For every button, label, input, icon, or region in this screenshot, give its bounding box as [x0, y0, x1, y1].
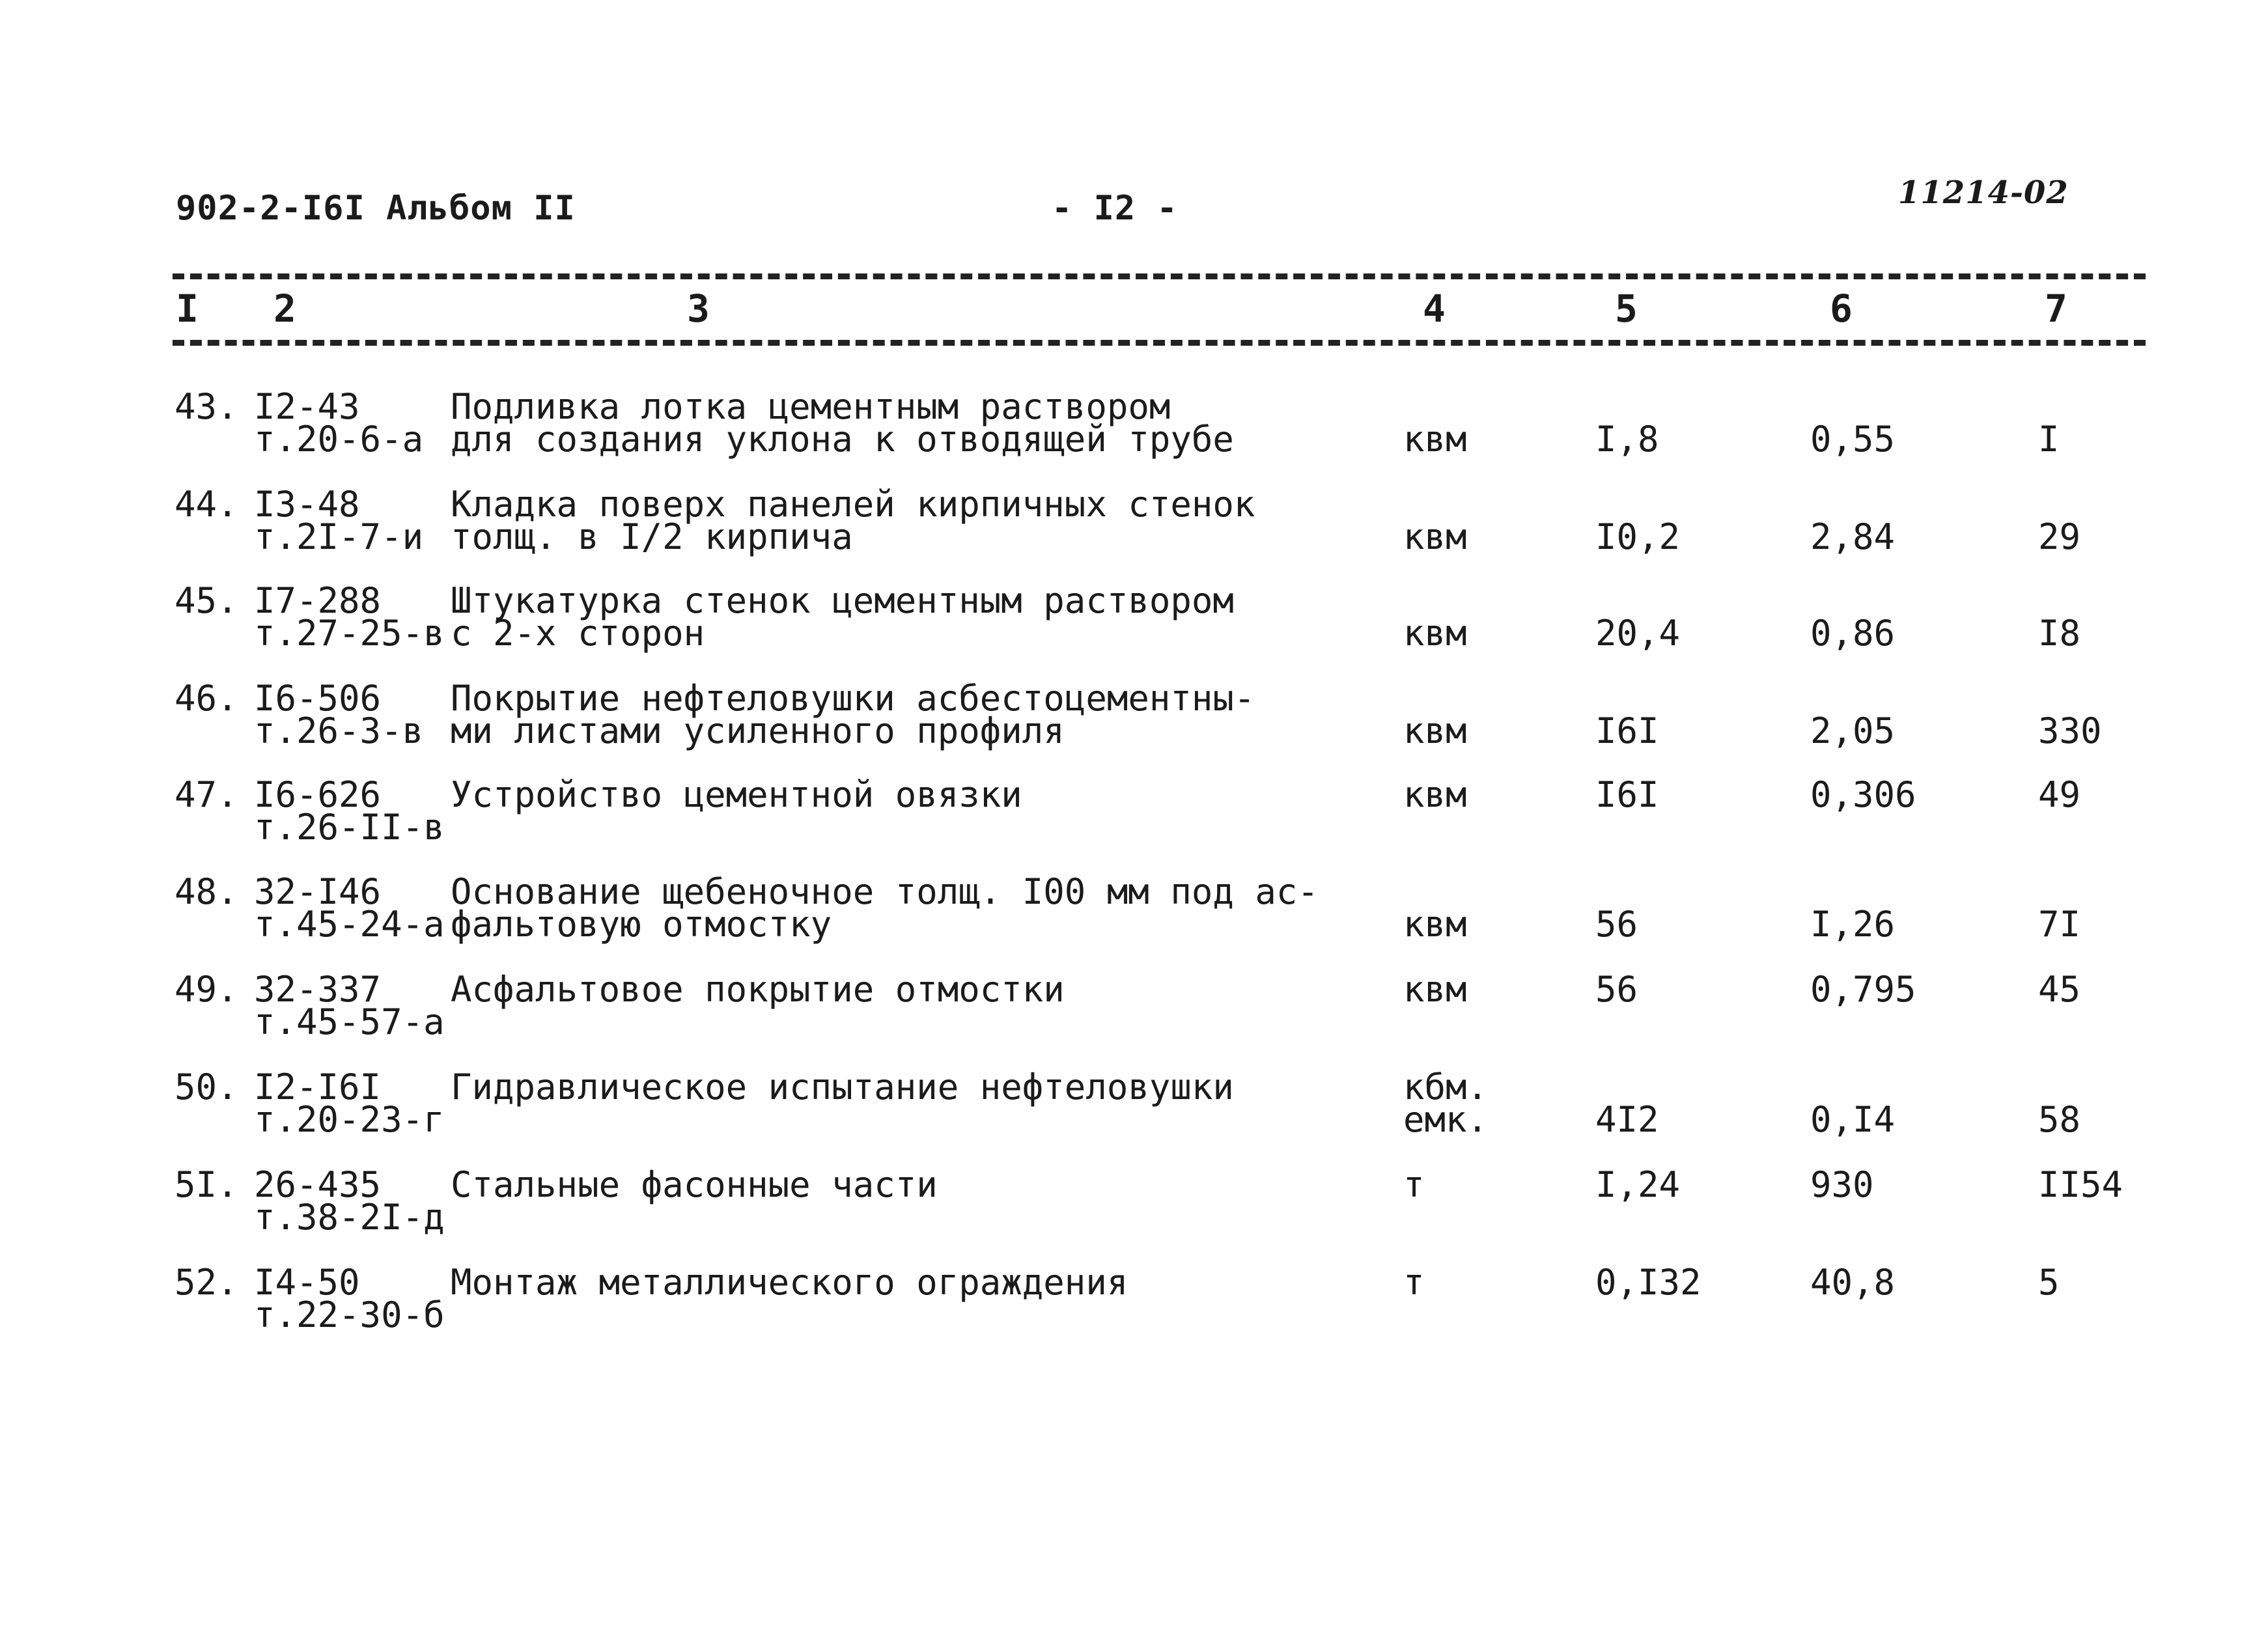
norm-code-line1: I6-626 [254, 774, 382, 815]
work-description [451, 484, 1255, 557]
description-line2: фальтовую отмостку [451, 904, 832, 945]
work-description [451, 1066, 1234, 1108]
quantity: 56 [1595, 969, 1638, 1010]
total-cost: 49 [2038, 774, 2081, 815]
norm-code [254, 484, 424, 557]
column-number-4: 4 [1423, 286, 1446, 331]
unit-line2: емк. [1403, 1099, 1489, 1140]
row-number: 48. [175, 871, 238, 912]
total-cost: I8 [2038, 613, 2081, 654]
description-line2: ми листами усиленного профиля [451, 710, 1065, 751]
norm-code-line2: т.22-30-б [254, 1294, 445, 1335]
table-row [0, 580, 2268, 682]
description-line1: Штукатурка стенок цементным раствором [451, 580, 1234, 621]
quantity: I6I [1595, 774, 1659, 815]
work-description [451, 969, 1065, 1010]
unit [1403, 1066, 1489, 1140]
norm-code [254, 678, 424, 751]
unit: квм [1403, 613, 1467, 654]
total-cost: 29 [2038, 516, 2081, 557]
row-number: 52. [175, 1262, 238, 1303]
table-row [0, 678, 2268, 780]
unit-line1: кбм. [1403, 1066, 1489, 1108]
work-description [451, 1262, 1128, 1303]
column-number-2: 2 [273, 286, 296, 331]
quantity: I0,2 [1595, 516, 1681, 557]
page-number: - I2 - [1052, 189, 1178, 228]
column-number-5: 5 [1615, 286, 1638, 331]
norm-code-line2: т.27-25-в [254, 613, 445, 654]
norm-code [254, 1066, 445, 1140]
unit: квм [1403, 516, 1467, 557]
description-line1: Стальные фасонные части [451, 1164, 938, 1205]
norm-code [254, 774, 445, 848]
column-number-7: 7 [2045, 286, 2067, 331]
norm-code-line2: т.20-23-г [254, 1099, 445, 1140]
row-number: 45. [175, 580, 238, 621]
norm-code [254, 969, 445, 1042]
unit: т [1403, 1164, 1425, 1205]
norm-code-line1: I3-48 [254, 484, 360, 525]
quantity: I6I [1595, 710, 1659, 751]
table-row [0, 774, 2268, 876]
work-description [451, 1164, 938, 1205]
row-number: 43. [175, 386, 238, 427]
total-cost: II54 [2038, 1164, 2123, 1205]
work-description [451, 580, 1234, 654]
column-number-6: 6 [1830, 286, 1853, 331]
table-top-rule [173, 273, 2146, 279]
norm-code-line2: т.45-24-а [254, 904, 445, 945]
row-number: 44. [175, 484, 238, 525]
quantity: 56 [1595, 904, 1638, 945]
unit: квм [1403, 969, 1467, 1010]
unit-price: 0,I4 [1810, 1099, 1896, 1140]
total-cost: 330 [2038, 710, 2102, 751]
norm-code-line1: I6-506 [254, 678, 382, 719]
norm-code-line2: т.26-II-в [254, 807, 445, 848]
unit-price: 0,306 [1810, 774, 1916, 815]
column-number-1: I [176, 286, 199, 331]
unit: квм [1403, 419, 1467, 460]
table-row [0, 969, 2268, 1071]
total-cost: 7I [2038, 904, 2081, 945]
table-row [0, 386, 2268, 488]
norm-code-line1: I7-288 [254, 580, 382, 621]
unit-price: 930 [1810, 1164, 1874, 1205]
norm-code [254, 386, 424, 460]
norm-code-line1: I2-43 [254, 386, 360, 427]
quantity: I,8 [1595, 419, 1659, 460]
description-line1: Устройство цементной овязки [451, 774, 1022, 815]
description-line2: для создания уклона к отводящей трубе [451, 419, 1234, 460]
quantity: 4I2 [1595, 1099, 1659, 1140]
table-row [0, 1164, 2268, 1266]
description-line1: Монтаж металлического ограждения [451, 1262, 1128, 1303]
total-cost: 5 [2038, 1262, 2060, 1303]
work-description [451, 678, 1255, 751]
unit: квм [1403, 904, 1467, 945]
work-description [451, 774, 1022, 815]
table-header-rule [173, 340, 2146, 346]
work-description [451, 871, 1319, 945]
unit-price: 40,8 [1810, 1262, 1896, 1303]
norm-code-line2: т.45-57-а [254, 1001, 445, 1042]
total-cost: I [2038, 419, 2060, 460]
description-line1: Основание щебеночное толщ. I00 мм под ас- [451, 871, 1319, 912]
norm-code-line1: 32-337 [254, 969, 382, 1010]
description-line2: толщ. в I/2 кирпича [451, 516, 853, 557]
description-line2: с 2-х сторон [451, 613, 705, 654]
table-row [0, 1066, 2268, 1169]
unit-price: I,26 [1810, 904, 1896, 945]
row-number: 49. [175, 969, 238, 1010]
unit-price: 0,55 [1810, 419, 1896, 460]
norm-code-line1: 32-I46 [254, 871, 382, 912]
table-row [0, 484, 2268, 586]
unit: т [1403, 1262, 1425, 1303]
norm-code-line2: т.20-6-а [254, 419, 424, 460]
description-line1: Покрытие нефтеловушки асбестоцементны- [451, 678, 1255, 719]
total-cost: 45 [2038, 969, 2081, 1010]
quantity: 20,4 [1595, 613, 1681, 654]
document-code: 902-2-I6I Альбом II [176, 189, 576, 228]
row-number: 5I. [175, 1164, 238, 1205]
description-line1: Гидравлическое испытание нефтеловушки [451, 1066, 1234, 1108]
unit-price: 2,05 [1810, 710, 1896, 751]
total-cost: 58 [2038, 1099, 2081, 1140]
table-row [0, 1262, 2268, 1364]
unit-price: 0,795 [1810, 969, 1916, 1010]
table-row [0, 871, 2268, 973]
unit-price: 0,86 [1810, 613, 1896, 654]
quantity: 0,I32 [1595, 1262, 1701, 1303]
norm-code [254, 580, 445, 654]
row-number: 46. [175, 678, 238, 719]
unit-price: 2,84 [1810, 516, 1896, 557]
norm-code-line1: I2-I6I [254, 1066, 382, 1108]
row-number: 47. [175, 774, 238, 815]
description-line1: Подливка лотка цементным раствором [451, 386, 1171, 427]
norm-code [254, 1262, 445, 1335]
unit: квм [1403, 710, 1467, 751]
column-number-3: 3 [687, 286, 710, 331]
norm-code-line1: I4-50 [254, 1262, 360, 1303]
norm-code [254, 871, 445, 945]
row-number: 50. [175, 1066, 238, 1108]
norm-code [254, 1164, 445, 1238]
handwritten-stamp: 11214-02 [1898, 174, 2069, 211]
quantity: I,24 [1595, 1164, 1681, 1205]
work-description [451, 386, 1234, 460]
unit: квм [1403, 774, 1467, 815]
description-line1: Асфальтовое покрытие отмостки [451, 969, 1065, 1010]
description-line1: Кладка поверх панелей кирпичных стенок [451, 484, 1255, 525]
norm-code-line2: т.2I-7-и [254, 516, 424, 557]
norm-code-line1: 26-435 [254, 1164, 382, 1205]
norm-code-line2: т.26-3-в [254, 710, 424, 751]
norm-code-line2: т.38-2I-д [254, 1197, 445, 1238]
